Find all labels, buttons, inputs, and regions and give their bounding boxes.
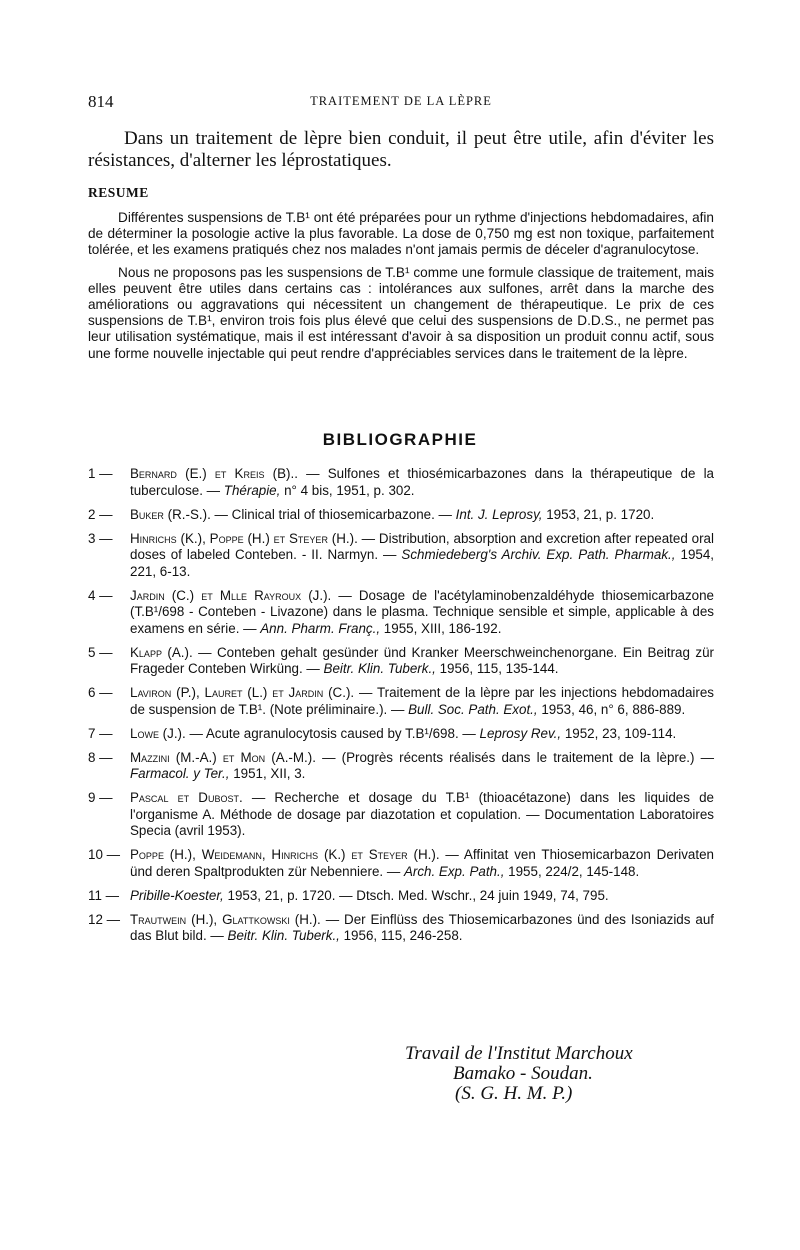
reference-number: 9 — bbox=[88, 790, 113, 805]
resume-section bbox=[88, 210, 714, 368]
reference-number: 1 — bbox=[88, 466, 113, 481]
reference-authors: Lowe (J.). bbox=[130, 725, 186, 741]
reference-number: 2 — bbox=[88, 506, 113, 522]
page-number: 814 bbox=[88, 92, 114, 111]
bibliography-entry bbox=[88, 531, 714, 581]
signature-institute: Travail de l'Institut Marchoux bbox=[405, 1043, 633, 1064]
reference-number: 12 — bbox=[88, 911, 121, 927]
reference-text bbox=[130, 847, 714, 880]
reference-number: 7 — bbox=[88, 725, 113, 741]
bibliography-entry bbox=[88, 466, 714, 499]
reference-tail: 1955, XIII, 186-192. bbox=[380, 620, 502, 636]
reference-text bbox=[130, 685, 714, 718]
reference-number: 10 — bbox=[88, 847, 121, 862]
reference-body: . — Sulfones et thiosémicarbazones dans la thérapeutique de la tuberculose. — bbox=[130, 466, 714, 498]
reference-tail: 1951, XII, 3. bbox=[229, 766, 306, 781]
resume-heading: RESUME bbox=[88, 185, 149, 200]
reference-authors: Klapp (A.). bbox=[130, 644, 193, 660]
signature-block bbox=[405, 1044, 633, 1104]
reference-body: — Dosage de l'acétylaminobenzaldéhyde thiosemicarbazone (T.B¹/698 - Conteben - Livazone) dans le plasma. Technique sensible et simple, applicable à des examens en série. — bbox=[130, 587, 714, 636]
reference-body: — Der Einflüss des Thiosemicarbazones ünd des Isoniazids auf das Blut bild. — bbox=[130, 911, 714, 943]
signature-location: Bamako - Soudan. bbox=[453, 1063, 593, 1084]
bibliography-entry bbox=[88, 912, 714, 945]
reference-text bbox=[130, 726, 714, 743]
bibliography-entry bbox=[88, 750, 714, 783]
reference-body: — Traitement de la lèpre par les injections hebdomadaires de suspension de T.B¹. (Note préliminaire.). — bbox=[130, 685, 714, 717]
bibliography-entry bbox=[88, 726, 714, 743]
reference-authors: Bernard (E.) et Kreis (B). bbox=[130, 466, 295, 481]
reference-tail: 1955, 224/2, 145-148. bbox=[504, 863, 640, 879]
reference-number: 8 — bbox=[88, 749, 113, 765]
reference-body: — Clinical trial of thiosemicarbazone. — bbox=[210, 506, 456, 522]
resume-paragraph: Nous ne proposons pas les suspensions de T.B¹ comme une formule classique de traitement, mais elles peuvent être utiles dans certains cas : intolérances aux sulfones, arrêt dans la marche des améliorations ou aggravations qui nécessitent un changement de thérapeutique. Le prix de ces suspensions de T.B¹, environ trois fois plus élevé que celui des suspensions de D.D.S., ne permet pas leur utilisation systématique, mais il est intéressant d'avoir à sa disposition un produit connu actif, sous une forme nouvelle injectable qui peut rendre d'appréciables services dans le traitement de la lèpre. bbox=[88, 264, 714, 361]
reference-tail: n° 4 bis, 1951, p. 302. bbox=[280, 482, 415, 498]
reference-tail: 1956, 115, 246-258. bbox=[339, 928, 463, 943]
reference-source: Int. J. Leprosy, bbox=[455, 506, 543, 522]
resume-paragraph: Différentes suspensions de T.B¹ ont été préparées pour un rythme d'injections hebdomadaires, afin de déterminer la posologie active la plus favorable. La dose de 0,750 mg est non toxique, parfaitement tolérée, et les examens pratiqués chez nos malades n'ont jamais permis de déceler d'agranulocytose. bbox=[88, 210, 714, 258]
reference-source: Leprosy Rev., bbox=[479, 725, 562, 741]
reference-authors: Laviron (P.), Lauret (L.) et Jardin (C.). bbox=[130, 685, 355, 700]
reference-text bbox=[130, 645, 714, 678]
reference-authors: Buker (R.-S.). bbox=[130, 506, 211, 522]
reference-text bbox=[130, 912, 714, 945]
reference-source: Thérapie, bbox=[223, 482, 281, 498]
reference-tail: 1953, 21, p. 1720. — Dtsch. Med. Wschr., 24 juin 1949, 74, 795. bbox=[223, 887, 609, 903]
bibliography-heading: BIBLIOGRAPHIE bbox=[322, 430, 478, 449]
reference-text bbox=[130, 888, 714, 905]
reference-tail: 1953, 46, n° 6, 886-889. bbox=[537, 701, 686, 717]
reference-number: 4 — bbox=[88, 587, 113, 603]
bibliography-entry bbox=[88, 790, 714, 840]
reference-text bbox=[130, 466, 714, 499]
reference-number: 6 — bbox=[88, 685, 113, 700]
reference-body: — (Progrès récents réalisés dans le traitement de la lèpre.) — bbox=[315, 749, 715, 765]
bibliography-list bbox=[88, 466, 714, 952]
reference-body: — Distribution, absorption and excretion after repeated oral doses of labeled Conteben. - II. Narmyn. — bbox=[130, 530, 714, 562]
reference-tail: 1952, 23, 109-114. bbox=[561, 725, 677, 741]
reference-tail: 1956, 115, 135-144. bbox=[435, 661, 559, 676]
reference-authors: Pascal et Dubost. bbox=[130, 790, 243, 805]
reference-text bbox=[130, 588, 714, 638]
reference-body: — Affinitat ven Thiosemicarbazon Derivaten ünd deren Spaltprodukten zür Nebenniere. — bbox=[130, 847, 714, 879]
reference-text bbox=[130, 790, 714, 840]
reference-authors: Trautwein (H.), Glattkowski (H.). bbox=[130, 911, 321, 927]
reference-body: — Recherche et dosage du T.B¹ (thioacétazone) dans les liquides de l'organisme A. Méthode de dosage par diazotation et copulation. — Documentation Laboratoires Specia (avril 1953). bbox=[130, 790, 715, 838]
reference-tail: 1953, 21, p. 1720. bbox=[542, 506, 655, 522]
reference-source: Ann. Pharm. Franç., bbox=[260, 620, 381, 636]
reference-body: — Conteben gehalt gesünder ünd Kranker Meerschweinchenorgane. Ein Beitrag zür Frageder Conteben Wirküng. — bbox=[130, 644, 714, 676]
reference-authors: Jardin (C.) et Mlle Rayroux (J.). bbox=[130, 587, 332, 603]
reference-source: Schmiedeberg's Archiv. Exp. Path. Pharmak., bbox=[401, 547, 676, 562]
reference-tail: 1954, 221, 6-13. bbox=[130, 547, 715, 579]
reference-source: Arch. Exp. Path., bbox=[403, 863, 505, 879]
intro-paragraph: Dans un traitement de lèpre bien conduit, il peut être utile, afin d'éviter les résistances, d'alterner les léprostatiques. bbox=[88, 128, 714, 171]
signature-org: (S. G. H. M. P.) bbox=[455, 1083, 573, 1104]
bibliography-entry bbox=[88, 645, 714, 678]
reference-text bbox=[130, 507, 714, 524]
reference-text bbox=[130, 531, 714, 581]
reference-number: 5 — bbox=[88, 644, 113, 660]
reference-authors: Poppe (H.), Weidemann, Hinrichs (K.) et Steyer (H.). bbox=[130, 847, 440, 862]
reference-authors: Hinrichs (K.), Poppe (H.) et Steyer (H.). bbox=[130, 530, 358, 546]
bibliography-entry bbox=[88, 888, 714, 905]
reference-source: Farmacol. y Ter., bbox=[130, 766, 230, 781]
bibliography-entry bbox=[88, 847, 714, 880]
running-title: TRAITEMENT DE LA LÈPRE bbox=[310, 94, 492, 108]
bibliography-entry bbox=[88, 685, 714, 718]
reference-body: — Acute agranulocytosis caused by T.B¹/698. — bbox=[185, 725, 480, 741]
reference-source: Beitr. Klin. Tuberk., bbox=[227, 928, 340, 943]
reference-authors: Mazzini (M.-A.) et Mon (A.-M.). bbox=[130, 749, 316, 765]
reference-source: Beitr. Klin. Tuberk., bbox=[323, 661, 436, 676]
reference-text bbox=[130, 750, 714, 783]
reference-number: 11 — bbox=[88, 887, 120, 903]
bibliography-entry bbox=[88, 588, 714, 638]
reference-number: 3 — bbox=[88, 530, 113, 546]
bibliography-entry bbox=[88, 507, 714, 524]
reference-source: Pribille-Koester, bbox=[130, 887, 224, 903]
reference-source: Bull. Soc. Path. Exot., bbox=[408, 701, 538, 717]
